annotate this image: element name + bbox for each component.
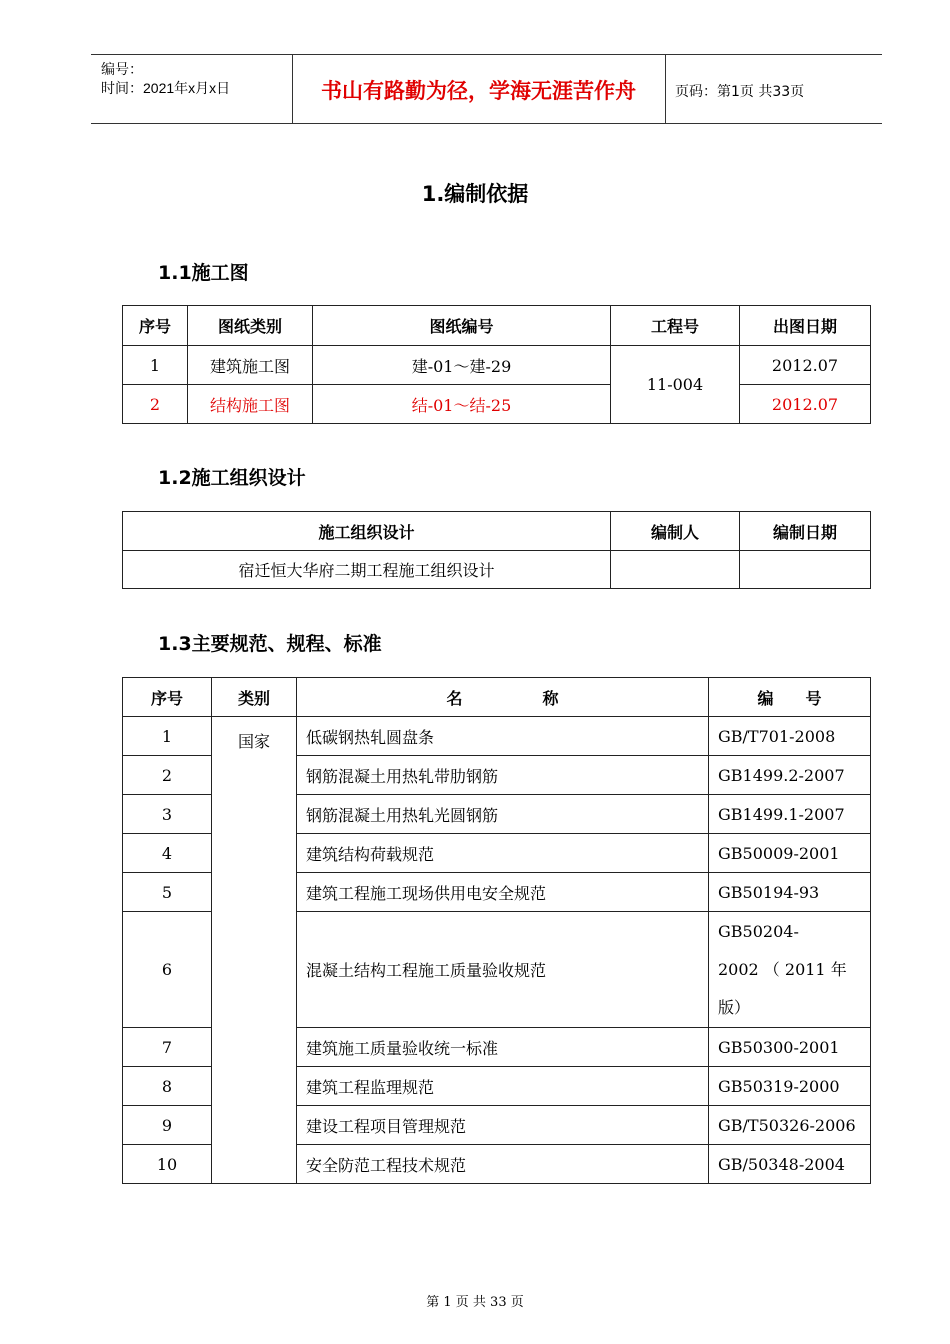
section-title: 1.编制依据 [421,182,529,206]
column-header: 出图日期 [740,306,871,346]
table-header-row [123,512,871,551]
standard-name: 建筑工程监理规范 [297,1067,709,1106]
row-number: 2 [123,756,212,795]
row-number: 3 [123,795,212,834]
row-number: 8 [123,1067,212,1106]
table-header-row [123,306,871,346]
table-row [123,551,871,589]
column-header: 图纸编号 [313,306,611,346]
standard-code: GB1499.1-2007 [709,795,871,834]
issue-date: 2012.07 [740,385,871,424]
motto-text: 书山有路勤为径，学海无涯苦作舟 [321,79,636,103]
subsection-title-drawings: 1.1施工图 [158,262,249,284]
design-name: 宿迁恒大华府二期工程施工组织设计 [123,551,611,589]
column-header: 序号 [123,306,188,346]
drawings-table [122,305,871,424]
drawing-code: 结-01～结-25 [313,385,611,424]
column-header: 序号 [123,678,212,717]
page-footer: 第 1 页 共 33 页 [426,1295,524,1310]
column-header: 编制日期 [740,512,871,551]
row-number: 4 [123,834,212,873]
subsection-title-standards: 1.3主要规范、规程、标准 [158,633,382,655]
row-number: 1 [123,346,188,385]
standard-code: GB50194-93 [709,873,871,912]
standard-name: 钢筋混凝土用热轧光圆钢筋 [297,795,709,834]
standard-name: 混凝土结构工程施工质量验收规范 [297,912,709,1028]
issue-date: 2012.07 [740,346,871,385]
header-motto-cell [292,55,666,123]
row-number: 2 [123,385,188,424]
author-cell [611,551,740,589]
standard-code: GB/T701-2008 [709,717,871,756]
standard-name: 安全防范工程技术规范 [297,1145,709,1184]
row-number: 9 [123,1106,212,1145]
header-info-cell [91,55,293,123]
drawing-type: 建筑施工图 [188,346,313,385]
drawing-code: 建-01～建-29 [313,346,611,385]
column-header: 编 号 [709,678,871,717]
table-row [123,717,871,756]
table-header-row [123,678,871,717]
standards-table [122,677,871,1184]
date-label: 时间：2021年x月x日 [101,80,231,96]
row-number: 1 [123,717,212,756]
category-cell: 国家 [212,717,297,1184]
column-header: 工程号 [611,306,740,346]
column-header: 编制人 [611,512,740,551]
standard-name: 低碳钢热轧圆盘条 [297,717,709,756]
standard-name: 钢筋混凝土用热轧带肋钢筋 [297,756,709,795]
standard-name: 建筑工程施工现场供用电安全规范 [297,873,709,912]
table-row [123,385,871,424]
date-cell [740,551,871,589]
standard-code: GB50204- 2002 （ 2011 年 版） [709,912,871,1028]
organization-design-table [122,511,871,589]
column-header: 施工组织设计 [123,512,611,551]
project-number: 11-004 [611,346,740,424]
drawing-type: 结构施工图 [188,385,313,424]
standard-code: GB50300-2001 [709,1028,871,1067]
serial-label: 编号： [101,61,143,77]
column-header: 类别 [212,678,297,717]
header-page-cell [665,55,882,123]
standard-code: GB50009-2001 [709,834,871,873]
subsection-title-organization: 1.2施工组织设计 [158,467,306,489]
page-number-label: 页码：第1页 共33页 [675,84,805,100]
standard-code: GB/T50326-2006 [709,1106,871,1145]
row-number: 6 [123,912,212,1028]
standard-name: 建筑结构荷载规范 [297,834,709,873]
standard-name: 建设工程项目管理规范 [297,1106,709,1145]
table-row [123,346,871,385]
column-header: 图纸类别 [188,306,313,346]
row-number: 10 [123,1145,212,1184]
standard-code: GB50319-2000 [709,1067,871,1106]
page-header [91,54,882,124]
row-number: 7 [123,1028,212,1067]
column-header: 名 称 [297,678,709,717]
standard-code: GB/50348-2004 [709,1145,871,1184]
standard-code: GB1499.2-2007 [709,756,871,795]
standard-name: 建筑施工质量验收统一标准 [297,1028,709,1067]
row-number: 5 [123,873,212,912]
